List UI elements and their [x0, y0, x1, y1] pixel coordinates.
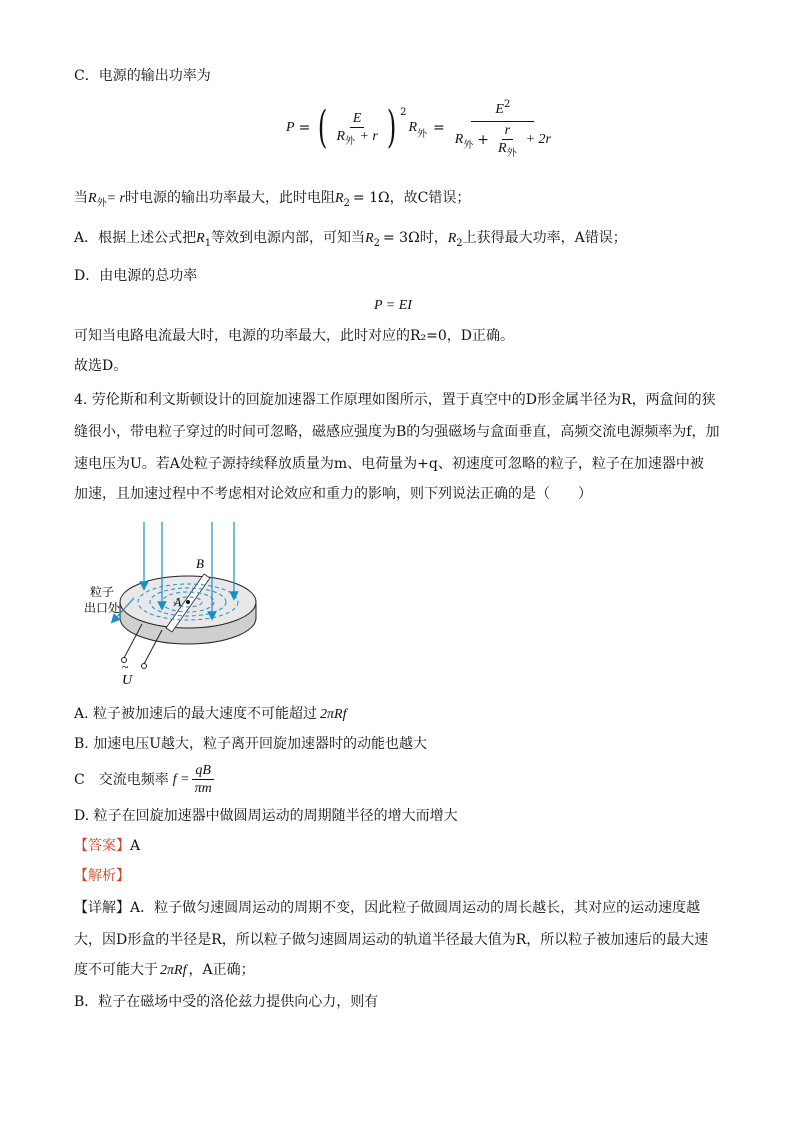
resistance-value: = 3Ω	[383, 230, 420, 246]
r-symbol: R	[196, 231, 205, 246]
paren-left: (	[318, 102, 328, 153]
square-exponent: 2	[400, 106, 407, 118]
option-a-formula: 2πRf	[320, 707, 347, 722]
text-seg: 时，	[419, 230, 448, 246]
eq-symbol-p: P	[286, 120, 295, 135]
label-exit-2: 出口处	[84, 601, 121, 615]
fraction-e-over-r	[333, 110, 380, 146]
big-frac-denominator	[451, 122, 555, 158]
r-symbol: R	[336, 129, 346, 144]
frac-denominator	[333, 128, 380, 146]
plus-sign: +	[477, 131, 490, 148]
option-c-fraction	[192, 762, 215, 797]
subscript: 1	[204, 238, 212, 249]
eq-equals: =	[298, 120, 311, 136]
text-seg: 时电源的输出功率最大，此时电阻	[124, 190, 335, 206]
r-symbol: R	[88, 191, 97, 206]
line-b-analysis: B．粒子在磁场中受的洛伦兹力提供向心力，则有	[74, 994, 379, 1010]
answer-line	[74, 836, 140, 856]
text-seg: 等效到电源内部，可知当	[211, 230, 366, 246]
text-seg: 上获得最大功率，A错误；	[462, 230, 627, 246]
source-point-a	[186, 600, 190, 604]
detail-line-2: 大，因D形盒的半径是R，所以粒子做匀速圆周运动的轨道半径最大值为R，所以粒子被加速后的最大速	[74, 932, 709, 948]
answer-value: A	[130, 838, 141, 854]
wai-subscript: 外	[345, 136, 356, 147]
eq-equals-2: =	[433, 120, 445, 136]
question-4-line-3: 速电压为U。若A处粒子源持续释放质量为m、电荷量为+q、初速度可忽略的粒子，粒子在加速器中被	[74, 456, 704, 472]
subscript: 2	[456, 238, 463, 249]
text-seg: ，故C错误；	[389, 190, 471, 206]
option-c	[74, 762, 217, 797]
output-power-equation	[286, 96, 555, 160]
small-num: r	[502, 122, 513, 140]
option-d: D. 粒子在回旋加速器中做圆周运动的周期随半径的增大而增大	[74, 808, 458, 824]
line-option-a-analysis	[74, 228, 627, 250]
r-symbol-2: R	[408, 120, 417, 135]
detail-text: A．粒子做匀速圆周运动的周期不变，因此粒子做圆周运动的周长越长，其对应的运动速度越	[130, 900, 701, 916]
bracket-open: 【	[74, 868, 88, 884]
plus-r: + r	[359, 129, 378, 144]
detail-label: 详解	[88, 900, 116, 916]
bracket-close: 】	[116, 868, 130, 884]
text-seg: 当	[74, 190, 88, 206]
bracket-close: 】	[116, 900, 130, 916]
subscript: 2	[343, 198, 350, 209]
answer-label: 答案	[88, 838, 116, 854]
big-frac-numerator	[471, 99, 534, 122]
r-symbol: R	[334, 191, 344, 206]
option-c-num: qB	[192, 762, 214, 780]
option-c-text: C 交流电频率	[74, 771, 169, 788]
r-symbol-4: R	[498, 140, 507, 156]
e-symbol: E	[495, 101, 504, 117]
subscript: 2	[373, 238, 380, 249]
total-power-equation: P = EI	[374, 298, 412, 313]
line-d-conclusion: 可知当电路电流最大时，电源的功率最大，此时对应的R₂=0，D正确。	[74, 328, 515, 344]
line-c-conclusion	[74, 188, 470, 210]
bracket-close: 】	[116, 838, 130, 854]
question-4-line-1: 4. 劳伦斯和利文斯顿设计的回旋加速器工作原理如图所示，置于真空中的D形金属半径为R，两盒间的狭	[74, 392, 716, 408]
wai-subscript: 外	[96, 198, 107, 209]
eq-r: = r	[106, 191, 125, 206]
resistance-value: = 1Ω	[352, 190, 390, 206]
wai-subscript-3: 外	[463, 140, 474, 151]
wai-subscript-2: 外	[417, 128, 427, 140]
cyclotron-diagram	[82, 516, 282, 691]
small-den	[495, 140, 520, 158]
detail-formula: 2πRf	[160, 963, 187, 978]
frac-numerator: E	[350, 110, 365, 128]
option-a-text: A. 粒子被加速后的最大速度不可能超过	[74, 706, 318, 722]
small-fraction-r-over-r	[495, 122, 520, 158]
detail-tail: ，A正确；	[188, 962, 255, 978]
fraction-e2-over-sum	[451, 99, 555, 158]
wai-subscript-4: 外	[506, 147, 517, 159]
e-square: 2	[503, 98, 511, 110]
label-exit-1: 粒子	[90, 585, 115, 599]
option-b: B. 加速电压U越大，粒子离开回旋加速器时的动能也越大	[74, 736, 427, 752]
label-tilde: ~	[122, 660, 129, 674]
paren-right: )	[386, 102, 397, 153]
r-symbol: R	[447, 231, 457, 246]
bracket-open: 【	[74, 838, 88, 854]
plus-two-r: + 2r	[525, 131, 551, 147]
detail-line-1	[74, 898, 700, 918]
analysis-label: 解析	[88, 868, 116, 884]
detail-text: 度不可能大于	[74, 962, 158, 978]
option-c-f: f =	[172, 771, 190, 787]
text-seg: A．根据上述公式把	[74, 230, 197, 246]
choose-line: 故选D。	[74, 358, 128, 374]
label-b: B	[196, 556, 204, 571]
analysis-line	[74, 866, 130, 886]
option-d-heading: D．由电源的总功率	[74, 268, 198, 284]
option-a	[74, 704, 346, 725]
option-c-den: πm	[194, 781, 212, 796]
label-u: U	[122, 673, 133, 688]
option-c-heading: C．电源的输出功率为	[74, 68, 211, 84]
label-a: A	[174, 595, 182, 609]
detail-line-3	[74, 960, 255, 981]
question-4-line-4: 加速，且加速过程中不考虑相对论效应和重力的影响，则下列说法正确的是（ ）	[74, 486, 592, 502]
bracket-open: 【	[74, 900, 88, 916]
r-symbol: R	[365, 231, 374, 246]
question-4-line-2: 缝很小，带电粒子穿过的时间可忽略，磁感应强度为B的匀强磁场与盒面垂直，高频交流电源频率为f，加	[74, 424, 720, 440]
r-symbol-3: R	[454, 131, 464, 147]
